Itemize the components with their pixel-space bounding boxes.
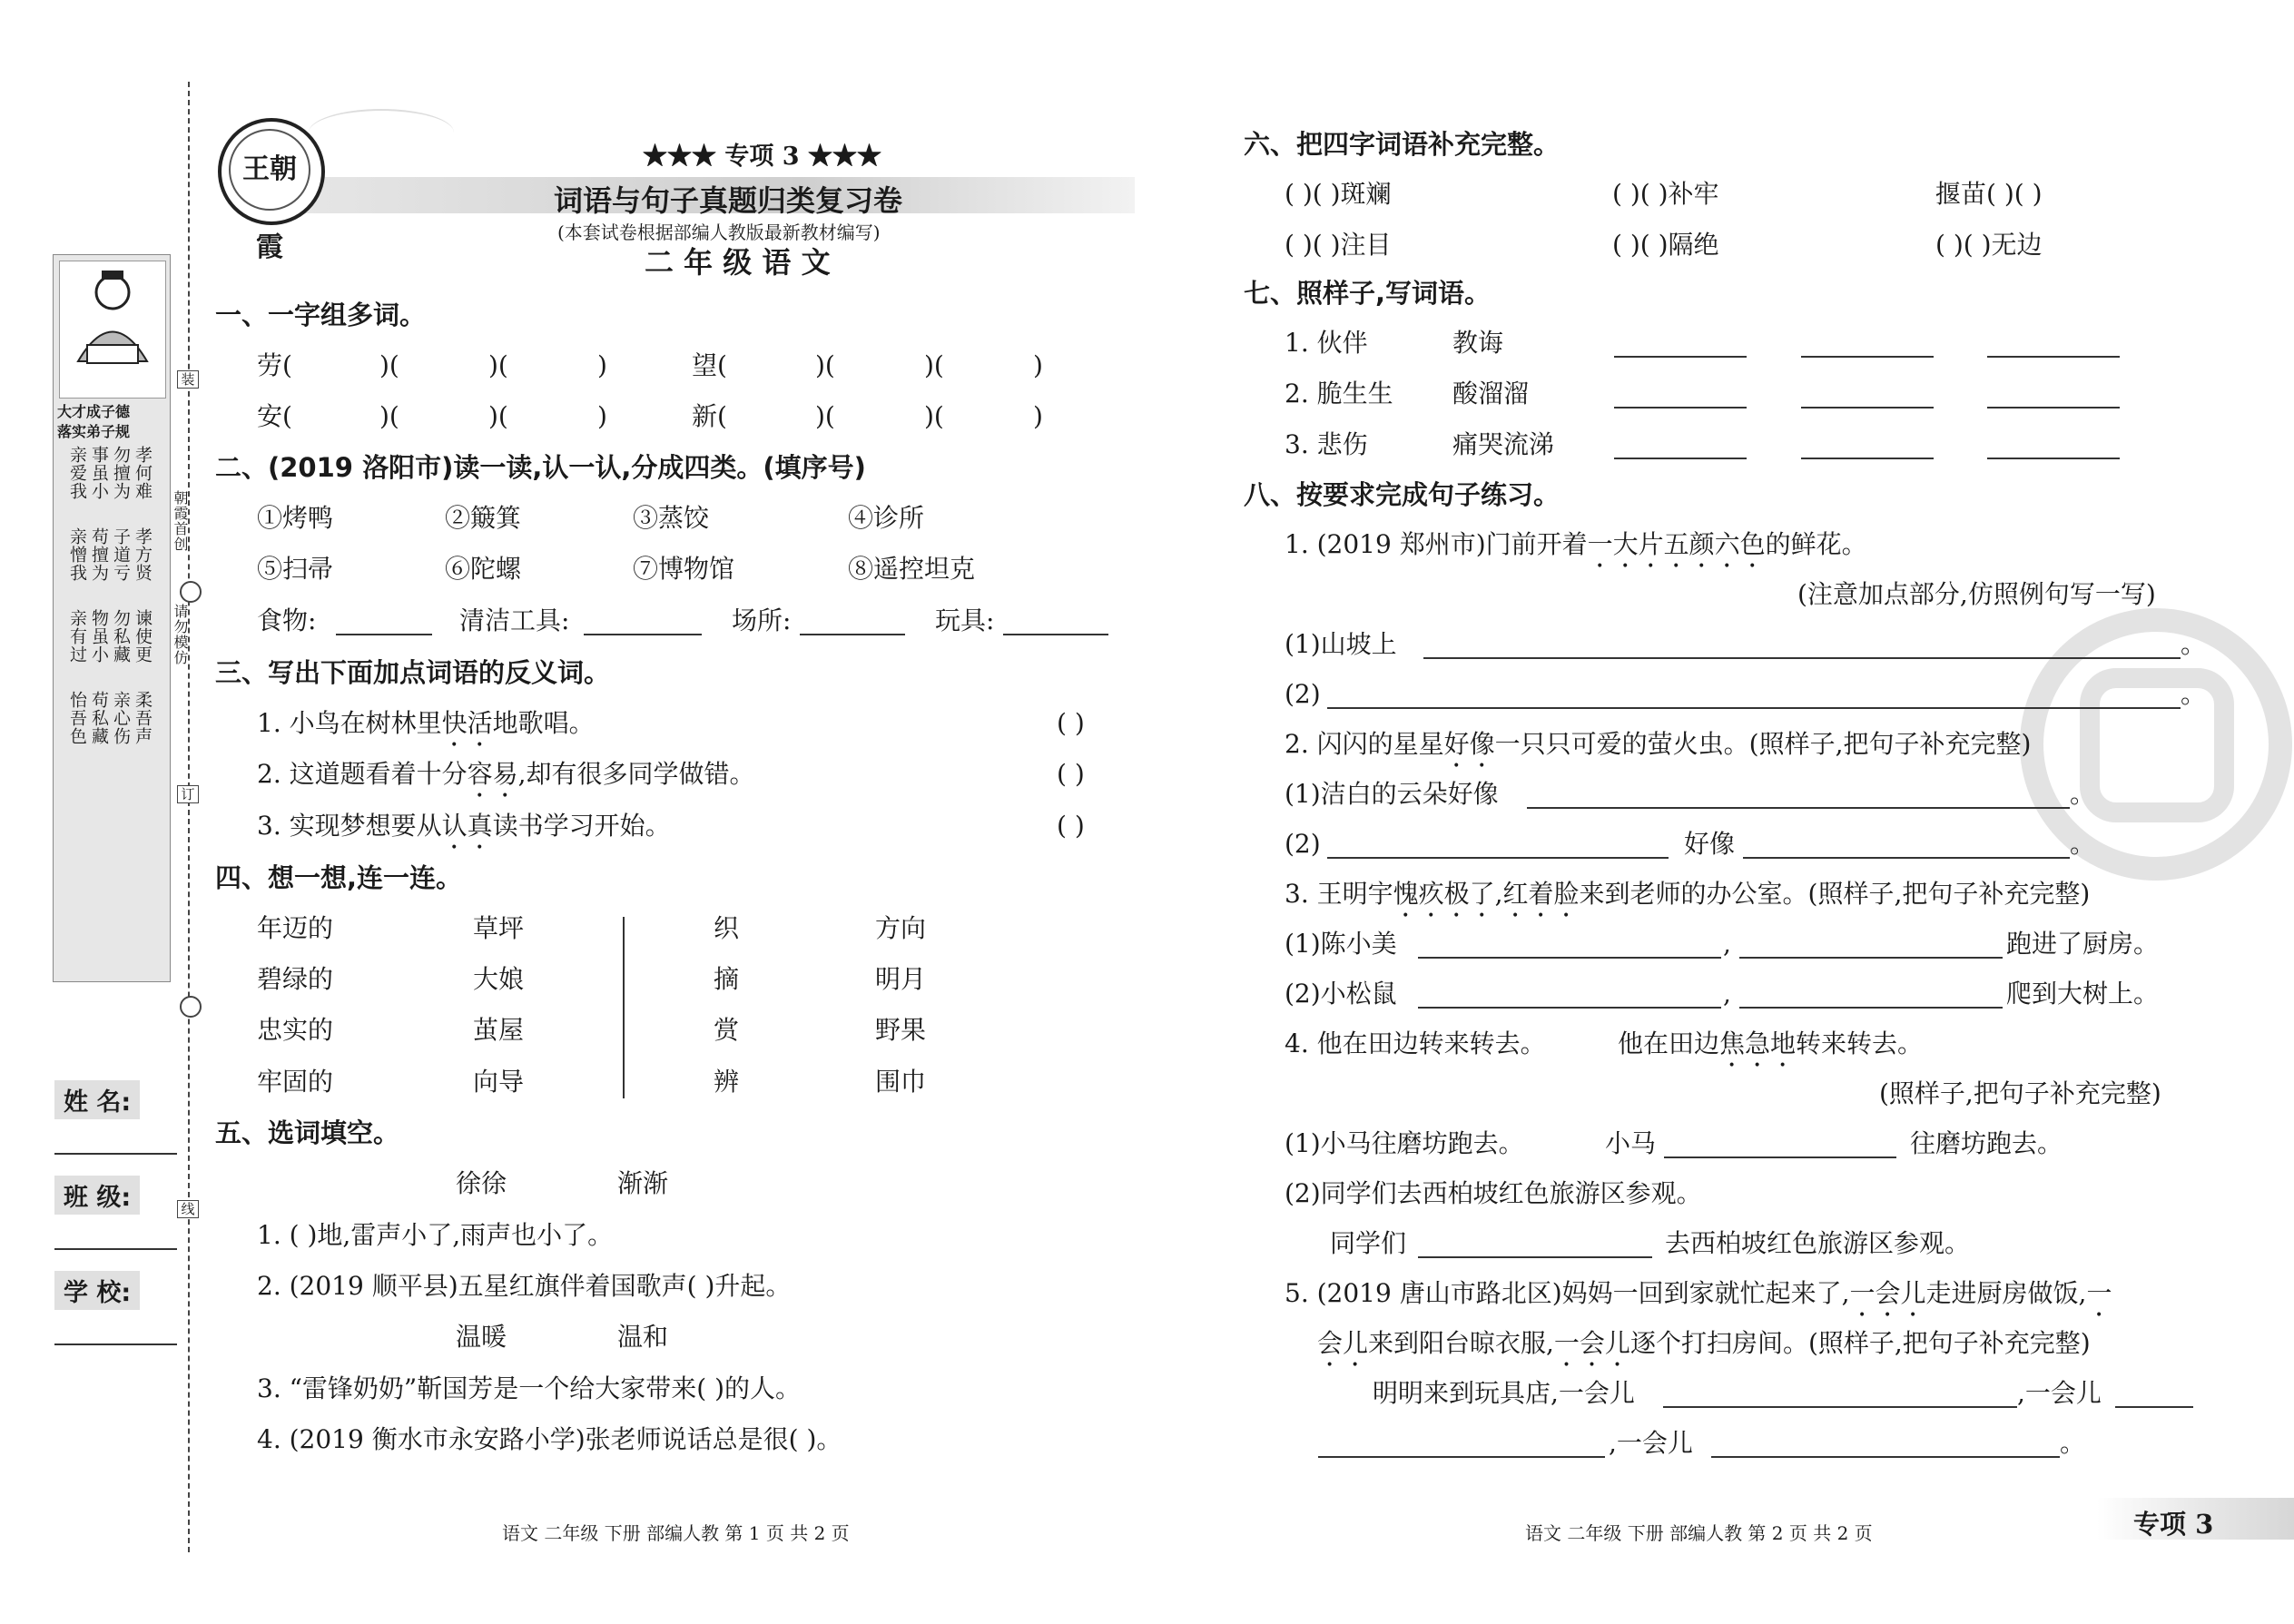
s4-right-a-2: 摘 xyxy=(714,964,740,994)
section-3-title: 三、写出下面加点词语的反义词。 xyxy=(215,657,611,688)
s3-q1-text: 1. 小鸟在树林里 xyxy=(257,708,442,738)
scholar-figure-icon xyxy=(60,261,165,398)
s3-q2-answer[interactable]: ( ) xyxy=(1057,759,1085,789)
s8-q2 xyxy=(1285,729,2031,773)
s8-q5-text: 5. (2019 唐山市路北区)妈妈一回到家就忙起来了, xyxy=(1285,1278,1850,1308)
confidential-seal-icon xyxy=(2020,608,2292,881)
s2-cat-food: 食物: xyxy=(257,605,317,635)
s7-r1-answer-2[interactable] xyxy=(1801,356,1934,358)
s8-q3-2-answer-a[interactable] xyxy=(1418,1007,1721,1009)
section-8-title: 八、按要求完成句子练习。 xyxy=(1244,479,1561,510)
s2-item-8: ⑧遥控坦克 xyxy=(848,554,976,584)
corner-label: 专项 3 xyxy=(2133,1509,2214,1540)
s1-row1-g[interactable]: )( xyxy=(924,350,944,380)
side-strip-text-2: 请勿模仿 xyxy=(172,604,189,665)
s8-q1-note: (注意加点部分,仿照例句写一写) xyxy=(1797,579,2156,609)
s8-q3-text: 3. 王明宇 xyxy=(1285,879,1393,909)
s4-left-a-1: 年迈的 xyxy=(257,913,334,943)
section-1-title: 一、一字组多词。 xyxy=(215,300,427,330)
s4-right-a-3: 赏 xyxy=(714,1015,740,1045)
s7-r1-ex2: 教诲 xyxy=(1452,328,1504,358)
school-field[interactable] xyxy=(54,1343,177,1345)
s1-row1-a: 劳( xyxy=(257,350,292,380)
s8-q2-2-answer-a[interactable] xyxy=(1327,857,1669,859)
s4-left-a-3: 忠实的 xyxy=(257,1015,334,1045)
s4-right-b-4[interactable]: 围巾 xyxy=(875,1067,927,1097)
s5-q2[interactable]: 2. (2019 顺平县)五星红旗伴着国歌声( )升起。 xyxy=(257,1271,792,1301)
s8-q3-1-end: 跑进了厨房。 xyxy=(2006,929,2160,959)
motto-col: 苟私藏 xyxy=(89,691,109,745)
s4-left-b-4[interactable]: 向导 xyxy=(473,1067,525,1097)
s8-q5-text-mid: 走进厨房做饭, xyxy=(1925,1278,2087,1308)
s4-right-a-1: 织 xyxy=(714,913,740,943)
s1-row2-a: 安( xyxy=(257,401,292,431)
s7-r2-ex2: 酸溜溜 xyxy=(1452,379,1530,408)
end-mark: 。 xyxy=(2070,829,2096,859)
fold-mark-1: 装 xyxy=(177,370,199,389)
s8-q5-text-mid: 来到阳台晾衣服, xyxy=(1368,1328,1554,1358)
motto-header-1: 大才成子德 xyxy=(57,403,131,420)
s5-q4[interactable]: 4. (2019 衡水市永安路小学)张老师说话总是很( )。 xyxy=(257,1424,842,1454)
section-6-title: 六、把四字词语补充完整。 xyxy=(1244,129,1561,160)
footer-left: 语文 二年级 下册 部编人教 第 1 页 共 2 页 xyxy=(502,1522,850,1544)
s3-q3 xyxy=(257,811,671,855)
s2-item-5: ⑤扫帚 xyxy=(257,554,334,584)
s1-row1-c[interactable]: )( xyxy=(488,350,508,380)
section-4-title: 四、想一想,连一连。 xyxy=(215,862,463,893)
motto-col: 子道亏 xyxy=(111,527,131,582)
s8-q5-fill-mid: ,一会儿 xyxy=(2017,1378,2102,1408)
s4-left-a-4: 牢固的 xyxy=(257,1067,334,1097)
comma: , xyxy=(1723,979,1731,1009)
motto-col: 亲心伤 xyxy=(111,691,131,745)
s7-r2-answer-1[interactable] xyxy=(1614,407,1747,408)
motto-col: 孝何难 xyxy=(133,446,153,500)
s8-q1-2-answer[interactable] xyxy=(1327,707,2181,709)
s8-q3-2-end: 爬到大树上。 xyxy=(2006,979,2160,1009)
s2-cat-toys: 玩具: xyxy=(935,605,995,635)
fold-line xyxy=(188,82,190,1552)
s3-q3-text: 3. 实现梦想要从 xyxy=(257,811,442,841)
s5-word-2: 渐渐 xyxy=(617,1168,669,1198)
s8-q5-fill-pre: 明明来到玩具店,一会儿 xyxy=(1373,1378,1635,1408)
s8-q4-1-answer[interactable] xyxy=(1664,1156,1896,1158)
s1-row2-f[interactable]: )( xyxy=(815,401,835,431)
s8-q5-dotted: 会儿 xyxy=(1317,1328,1369,1358)
s2-item-6: ⑥陀螺 xyxy=(445,554,522,584)
motto-col: 勿擅为 xyxy=(111,446,131,500)
s1-row1-d[interactable]: ) xyxy=(597,350,607,380)
s8-q1-text: 1. (2019 郑州市)门前开着 xyxy=(1285,529,1588,559)
s7-r2-ex1: 2. 脆生生 xyxy=(1285,379,1393,408)
s8-q1-2-label: (2) xyxy=(1285,679,1321,709)
s2-item-7: ⑦博物馆 xyxy=(633,554,735,584)
s3-q2-text: 2. 这道题看着十分 xyxy=(257,759,468,789)
s4-right-b-2[interactable]: 明月 xyxy=(875,964,927,994)
s8-q5-dotted: 一 xyxy=(2086,1278,2112,1308)
s8-q1-text-end: 的鲜花。 xyxy=(1765,529,1867,559)
s8-q1 xyxy=(1285,529,1867,574)
s2-answer-places[interactable] xyxy=(800,634,905,635)
s8-q2-2-mid: 好像 xyxy=(1684,829,1736,859)
s1-row1-b[interactable]: )( xyxy=(379,350,399,380)
s2-item-4: ④诊所 xyxy=(848,503,925,533)
name-field[interactable] xyxy=(54,1153,177,1155)
s4-right-b-1[interactable]: 方向 xyxy=(875,913,927,943)
s1-row2-g[interactable]: )( xyxy=(924,401,944,431)
s8-q3-1-answer-b[interactable] xyxy=(1739,957,2003,959)
s2-cat-places: 场所: xyxy=(732,605,792,635)
s5-q3[interactable]: 3. “雷锋奶奶”靳国芳是一个给大家带来( )的人。 xyxy=(257,1373,801,1403)
s7-r3-ex1: 3. 悲伤 xyxy=(1285,429,1368,459)
s3-q3-answer[interactable]: ( ) xyxy=(1057,811,1085,841)
binding-strip xyxy=(0,0,195,1624)
s5-q1[interactable]: 1. ( )地,雷声小了,雨声也小了。 xyxy=(257,1220,614,1250)
s8-q5-text-end: 逐个打扫房间。(照样子,把句子补充完整) xyxy=(1629,1328,2091,1358)
s6-r2-b[interactable]: ( )( )隔绝 xyxy=(1612,230,1719,260)
s8-q3-1-answer-a[interactable] xyxy=(1418,957,1721,959)
s7-r2-answer-3[interactable] xyxy=(1987,407,2120,408)
s8-q5-dotted: 一会儿 xyxy=(1849,1278,1926,1308)
fold-mark-2: 订 xyxy=(177,785,199,803)
s8-q5-line1 xyxy=(1285,1278,2112,1323)
s6-r2-c[interactable]: ( )( )无边 xyxy=(1935,230,2043,260)
s7-r3-answer-2[interactable] xyxy=(1801,458,1934,459)
page-title: 词语与句子真题归类复习卷 xyxy=(554,183,903,218)
s8-q4-model xyxy=(1618,1029,1923,1073)
end-mark: 。 xyxy=(2181,629,2207,659)
motto-col: 勿私藏 xyxy=(111,609,131,664)
s8-q5-fill-l2-mid: ,一会儿 xyxy=(1609,1428,1693,1458)
comma: , xyxy=(1723,929,1731,959)
s6-r2-a[interactable]: ( )( )注目 xyxy=(1285,230,1392,260)
s8-q4-2-answer[interactable] xyxy=(1418,1256,1652,1258)
s5-word-3: 温暖 xyxy=(456,1322,507,1352)
s5-word-1: 徐徐 xyxy=(456,1168,507,1198)
s8-q4-2-label: (2)同学们去西柏坡红色旅游区参观。 xyxy=(1285,1178,1702,1208)
motto-illustration xyxy=(59,261,166,399)
s8-q5-line2 xyxy=(1317,1328,2091,1373)
s1-row2-e: 新( xyxy=(692,401,727,431)
end-mark: 。 xyxy=(2070,779,2096,809)
s8-q2-1-label: (1)洁白的云朵好像 xyxy=(1285,779,1499,809)
s8-q4-model-end: 转来转去。 xyxy=(1796,1029,1924,1058)
s8-q2-2-label: (2) xyxy=(1285,829,1321,859)
s3-q1-dotted: 快活 xyxy=(441,708,493,738)
s2-item-1: ①烤鸭 xyxy=(257,503,334,533)
s7-r1-answer-3[interactable] xyxy=(1987,356,2120,358)
s8-q2-2-answer-b[interactable] xyxy=(1743,857,2070,859)
s7-r1-answer-1[interactable] xyxy=(1614,356,1747,358)
s8-q5-answer-2[interactable] xyxy=(2115,1406,2193,1408)
class-field[interactable] xyxy=(54,1248,177,1250)
s8-q5-answer-4[interactable] xyxy=(1711,1456,2060,1458)
s4-left-b-2[interactable]: 大娘 xyxy=(473,964,525,994)
s8-q1-1-answer[interactable] xyxy=(1423,657,2181,659)
s7-r3-ex2: 痛哭流涕 xyxy=(1452,429,1555,459)
punch-hole xyxy=(180,996,202,1018)
s8-q3-2-label: (2)小松鼠 xyxy=(1285,979,1397,1009)
s2-answer-food[interactable] xyxy=(336,634,432,635)
section-5-title: 五、选词填空。 xyxy=(215,1117,400,1148)
s8-q1-dotted: 一大片五颜六色 xyxy=(1587,529,1766,559)
motto-header-2: 落实弟子规 xyxy=(57,423,131,440)
match-divider xyxy=(623,917,625,1098)
s4-left-a-2: 碧绿的 xyxy=(257,964,334,994)
s3-q1-text-end: 地歌唱。 xyxy=(492,708,595,738)
s8-q5-dotted: 一会儿 xyxy=(1553,1328,1630,1358)
s8-q2-text-end: 一只只可爱的萤火虫。(照样子,把句子补充完整) xyxy=(1494,729,2032,759)
s8-q4-dotted: 焦急地 xyxy=(1719,1029,1797,1058)
s8-q2-dotted: 好像 xyxy=(1443,729,1495,759)
logo xyxy=(218,118,325,263)
motto-col: 孝方贤 xyxy=(133,527,153,582)
s2-answer-toys[interactable] xyxy=(1003,634,1108,635)
grade-title: 二 年 级 语 文 xyxy=(645,245,831,280)
s2-item-3: ③蒸饺 xyxy=(633,503,710,533)
motto-col: 怡吾色 xyxy=(67,691,87,745)
s8-q4-example: 4. 他在田边转来转去。 xyxy=(1285,1029,1546,1058)
s8-q4-1-mid: 小马 xyxy=(1605,1128,1657,1158)
s7-r3-answer-1[interactable] xyxy=(1614,458,1747,459)
s6-r1-c[interactable]: 揠苗( )( ) xyxy=(1935,179,2043,209)
s3-q2-text-end: ,却有很多同学做错。 xyxy=(517,759,755,789)
s3-q3-dotted: 认真 xyxy=(441,811,493,841)
end-mark: 。 xyxy=(2181,679,2207,709)
s5-word-4: 温和 xyxy=(617,1322,669,1352)
s8-q5-answer-1[interactable] xyxy=(1663,1406,2017,1408)
s1-row1-f[interactable]: )( xyxy=(815,350,835,380)
s3-q3-text-end: 读书学习开始。 xyxy=(492,811,671,841)
s2-item-2: ②簸箕 xyxy=(445,503,522,533)
s2-cat-tools: 清洁工具: xyxy=(459,605,570,635)
s8-q4-1-label: (1)小马往磨坊跑去。 xyxy=(1285,1128,1524,1158)
motto-col: 亲有过 xyxy=(67,609,87,664)
punch-hole xyxy=(180,581,202,603)
s1-row1-h[interactable]: ) xyxy=(1033,350,1043,380)
s2-answer-tools[interactable] xyxy=(584,634,702,635)
s8-q4-note: (照样子,把句子补充完整) xyxy=(1879,1078,2161,1108)
s1-row2-d[interactable]: ) xyxy=(597,401,607,431)
logo-text: 王朝霞 xyxy=(229,129,310,211)
motto-col: 苟擅为 xyxy=(89,527,109,582)
fold-mark-3: 线 xyxy=(177,1200,199,1218)
s8-q4-2-pre: 同学们 xyxy=(1330,1228,1407,1258)
s6-r1-b[interactable]: ( )( )补牢 xyxy=(1612,179,1719,209)
motto-col: 亲憎我 xyxy=(67,527,87,582)
s8-q3-2-answer-b[interactable] xyxy=(1739,1007,2003,1009)
s8-q2-1-answer[interactable] xyxy=(1527,807,2070,809)
s3-q1 xyxy=(257,708,595,753)
s1-row2-c[interactable]: )( xyxy=(488,401,508,431)
footer-right: 语文 二年级 下册 部编人教 第 2 页 共 2 页 xyxy=(1525,1522,1873,1544)
s7-r1-ex1: 1. 伙伴 xyxy=(1285,328,1368,358)
s3-q2 xyxy=(257,759,755,803)
class-label: 班 级: xyxy=(54,1176,140,1215)
section-badge: ★★★ 专项 3 ★★★ xyxy=(643,143,881,171)
motto-col: 谏使更 xyxy=(133,609,153,664)
s8-q4-1-end: 往磨坊跑去。 xyxy=(1910,1128,2063,1158)
s1-row2-h[interactable]: ) xyxy=(1033,401,1043,431)
s1-row1-e: 望( xyxy=(692,350,727,380)
s8-q3-text-end: 来到老师的办公室。(照样子,把句子补充完整) xyxy=(1579,879,2091,909)
section-2-title: 二、(2019 洛阳市)读一读,认一认,分成四类。(填序号) xyxy=(215,452,866,483)
s8-q4-2-end: 去西柏坡红色旅游区参观。 xyxy=(1665,1228,1971,1258)
s4-left-b-3[interactable]: 茧屋 xyxy=(473,1015,525,1045)
s8-q2-text: 2. 闪闪的星星 xyxy=(1285,729,1444,759)
s8-q1-1-label: (1)山坡上 xyxy=(1285,629,1397,659)
s8-q5-answer-3[interactable] xyxy=(1318,1456,1605,1458)
s8-q3 xyxy=(1285,879,2090,923)
s7-r3-answer-3[interactable] xyxy=(1987,458,2120,459)
s8-q3-1-label: (1)陈小美 xyxy=(1285,929,1397,959)
s8-q4-model-text: 他在田边 xyxy=(1618,1029,1720,1058)
ribbon-decoration xyxy=(309,109,454,156)
motto-col: 柔吾声 xyxy=(133,691,153,745)
end-mark: 。 xyxy=(2060,1428,2086,1458)
name-label: 姓 名: xyxy=(54,1080,140,1119)
s1-row2-b[interactable]: )( xyxy=(379,401,399,431)
s4-right-b-3[interactable]: 野果 xyxy=(875,1015,927,1045)
motto-col: 物虽小 xyxy=(89,609,109,664)
s3-q1-answer[interactable]: ( ) xyxy=(1057,708,1085,738)
s3-q2-dotted: 容易 xyxy=(467,759,518,789)
section-7-title: 七、照样子,写词语。 xyxy=(1244,278,1492,309)
school-label: 学 校: xyxy=(54,1271,140,1310)
side-strip-text-1: 朝霞首创 xyxy=(172,490,189,552)
s6-r1-a[interactable]: ( )( )斑斓 xyxy=(1285,179,1392,209)
s7-r2-answer-2[interactable] xyxy=(1801,407,1934,408)
s4-left-b-1[interactable]: 草坪 xyxy=(473,913,525,943)
motto-panel xyxy=(53,254,171,982)
s4-right-a-4: 辨 xyxy=(714,1067,740,1097)
s8-q3-dotted: 愧疚极了,红着脸 xyxy=(1393,879,1580,909)
motto-col: 事虽小 xyxy=(89,446,109,500)
motto-col: 亲爱我 xyxy=(67,446,87,500)
page-subtitle: (本套试卷根据部编人教版最新教材编写) xyxy=(557,221,881,243)
